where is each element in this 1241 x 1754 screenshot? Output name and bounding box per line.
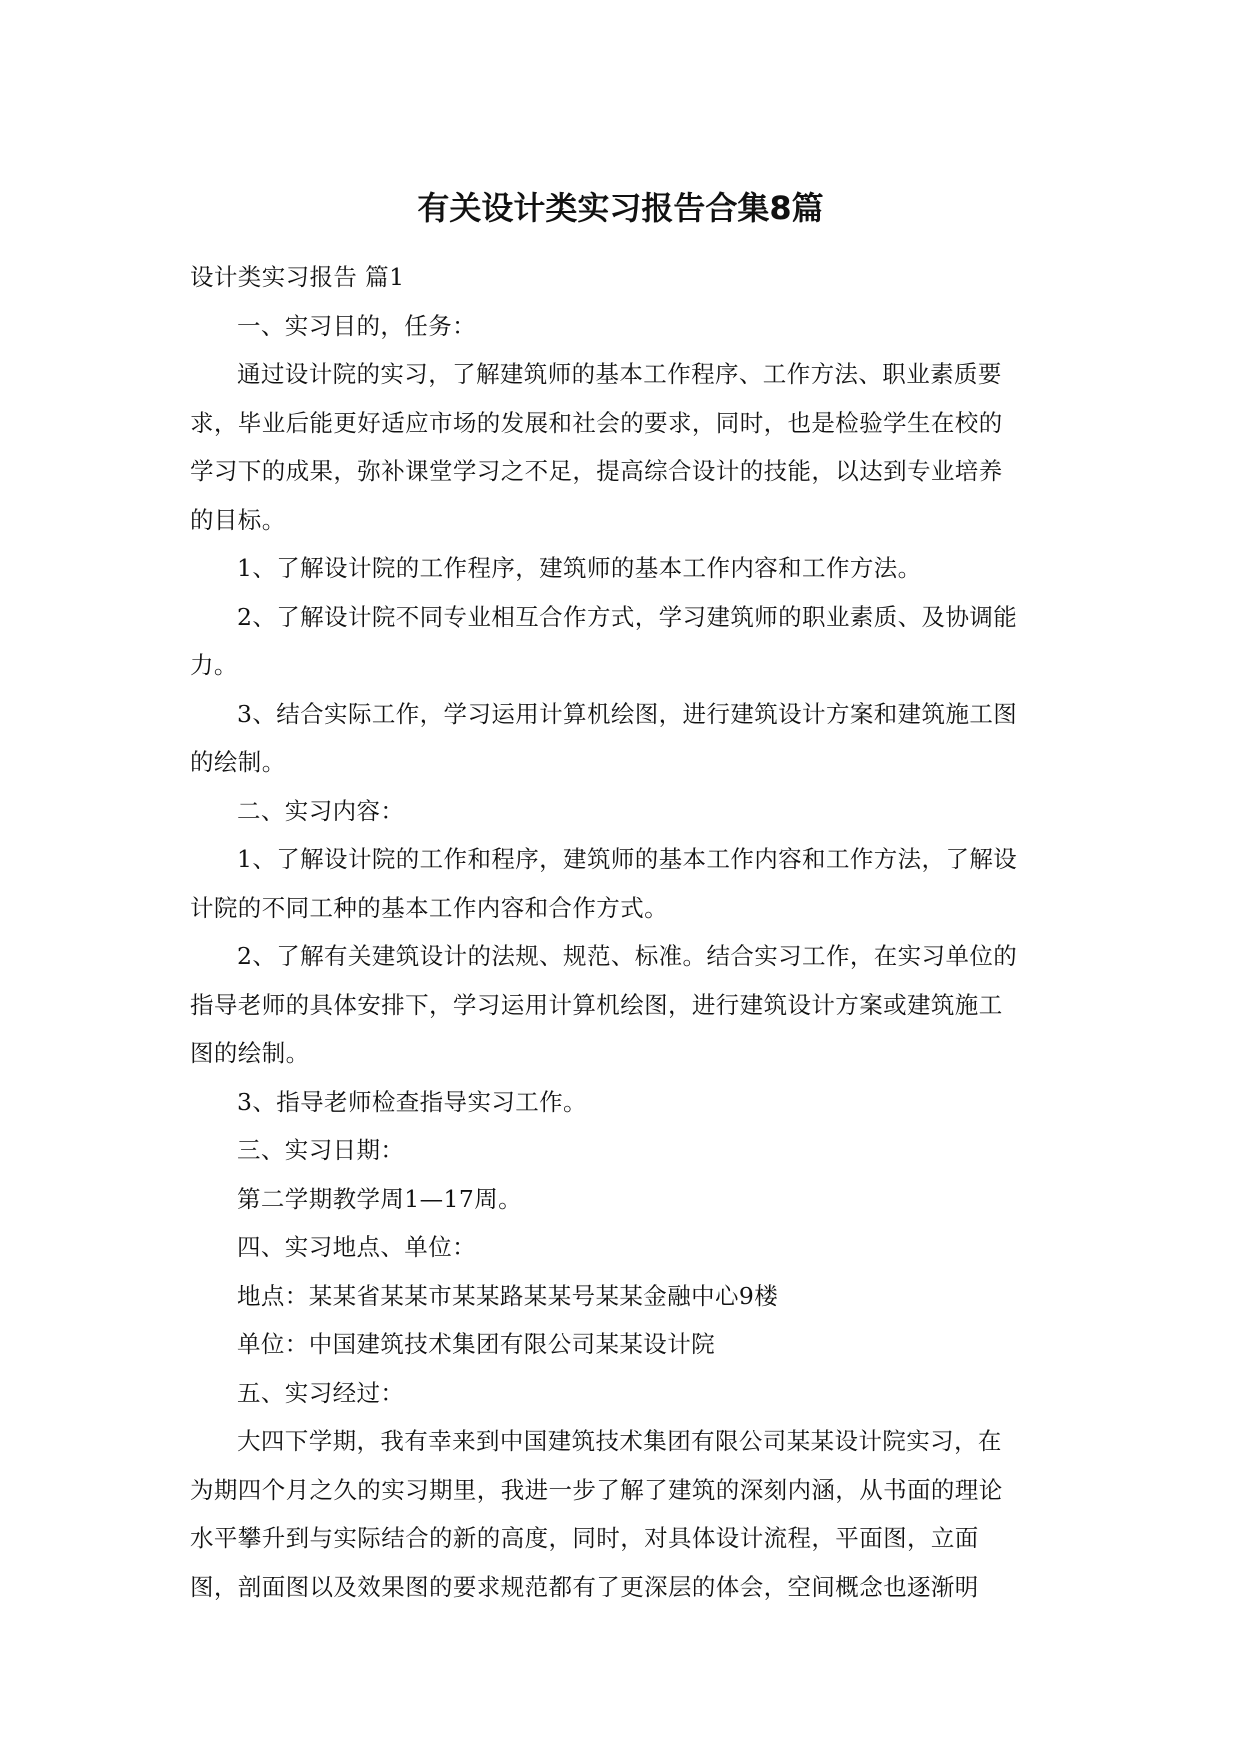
paragraph-line: 学习下的成果，弥补课堂学习之不足，提高综合设计的技能，以达到专业培养 [190,457,1003,485]
paragraph-line: 图的绘制。 [190,1039,310,1067]
paragraph [190,690,1056,787]
paragraph [190,932,1056,1078]
paragraph-line: 水平攀升到与实际结合的新的高度，同时，对具体设计流程，平面图，立面 [190,1524,979,1552]
paragraph-line: 指导老师的具体安排下，学习运用计算机绘图，进行建筑设计方案或建筑施工 [190,990,1003,1019]
paragraph-line: 一、实习目的，任务： [237,311,476,340]
document-body [190,253,1056,1611]
paragraph [190,1320,1056,1369]
paragraph-line: 通过设计院的实习，了解建筑师的基本工作程序、工作方法、职业素质要 [237,360,1002,388]
paragraph [190,302,1056,351]
paragraph-line: 二、实习内容： [237,796,405,825]
paragraph-line: 地点：某某省某某市某某路某某号某某金融中心9楼 [237,1281,779,1310]
paragraph [190,1272,1056,1321]
paragraph-line: 力。 [190,651,238,679]
paragraph-line: 2、了解设计院不同专业相互合作方式，学习建筑师的职业素质、及协调能 [237,602,1018,631]
section-subtitle: 设计类实习报告 篇1 [190,263,405,291]
paragraph-line: 为期四个月之久的实习期里，我进一步了解了建筑的深刻内涵，从书面的理论 [190,1475,1003,1504]
paragraph [190,1369,1056,1418]
paragraph-line: 三、实习日期： [237,1136,405,1164]
paragraph-line: 单位：中国建筑技术集团有限公司某某设计院 [237,1330,715,1358]
paragraph-line: 图，剖面图以及效果图的要求规范都有了更深层的体会，空间概念也逐渐明 [190,1572,979,1601]
paragraph-line: 3、结合实际工作，学习运用计算机绘图，进行建筑设计方案和建筑施工图 [237,699,1018,728]
paragraph [190,593,1056,690]
paragraph [190,1223,1056,1272]
paragraph [190,787,1056,836]
paragraph-line: 计院的不同工种的基本工作内容和合作方式。 [190,893,668,922]
paragraph-line: 的目标。 [190,505,286,534]
paragraph-line: 求，毕业后能更好适应市场的发展和社会的要求，同时，也是检验学生在校的 [190,408,1003,437]
paragraph-line: 3、指导老师检查指导实习工作。 [237,1087,587,1116]
paragraph [190,1126,1056,1175]
paragraph-line: 1、了解设计院的工作和程序，建筑师的基本工作内容和工作方法，了解设 [237,845,1018,873]
paragraph-line: 2、了解有关建筑设计的法规、规范、标准。结合实习工作，在实习单位的 [237,942,1018,970]
document-title: 有关设计类实习报告合集8篇 [417,189,824,227]
paragraph [190,350,1056,544]
paragraph-line: 第二学期教学周1—17周。 [237,1184,523,1213]
paragraph [190,1078,1056,1127]
paragraph [190,1417,1056,1611]
paragraph-line: 1、了解设计院的工作程序，建筑师的基本工作内容和工作方法。 [237,554,922,582]
paragraph-line: 五、实习经过： [237,1378,405,1407]
paragraph [190,1175,1056,1224]
paragraph-line: 的绘制。 [190,748,286,776]
paragraph [190,835,1056,932]
paragraph [190,544,1056,593]
paragraph-line: 大四下学期，我有幸来到中国建筑技术集团有限公司某某设计院实习，在 [237,1427,1002,1455]
paragraph-line: 四、实习地点、单位： [237,1233,476,1261]
